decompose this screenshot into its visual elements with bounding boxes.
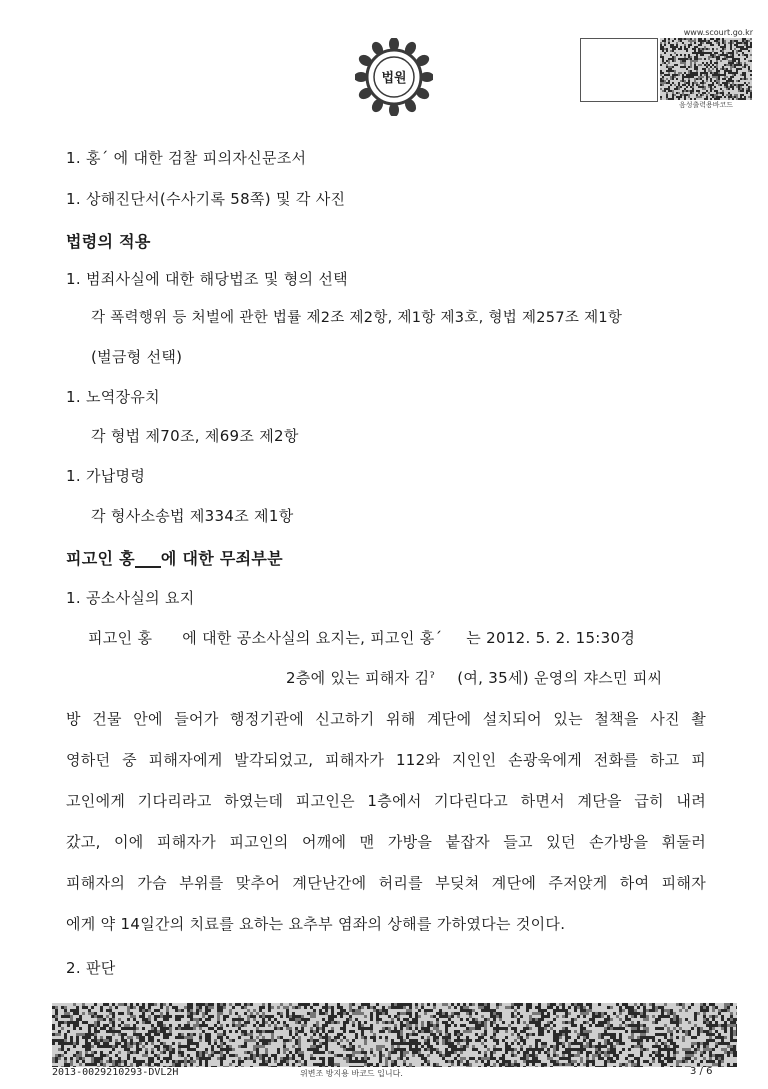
para-line-1-part-b: 에 대한 공소사실의 요지는, 피고인 홍ˊ: [182, 629, 443, 647]
paragraph-line-3: 방 건물 안에 들어가 행정기관에 신고하기 위해 계단에 설치되어 있는 철책을 사진 촬: [66, 710, 706, 728]
paragraph-line-4: 영하던 중 피해자에게 발각되었고, 피해자가 112와 지인인 손광욱에게 전화를 하고 피: [66, 751, 706, 769]
law-item-2-title: 1. 노역장유치: [66, 388, 160, 406]
para-line-2-part-b: (여, 35세) 운영의 쟈스민 피씨: [457, 669, 663, 687]
law-item-1-note: (벌금형 선택): [91, 348, 183, 366]
barcode-frame: [580, 38, 658, 102]
anti-forgery-barcode-icon: [52, 1003, 737, 1067]
paragraph-line-2: [66, 667, 662, 688]
law-item-1-title: 1. 범죄사실에 대한 해당법조 및 형의 선택: [66, 270, 348, 288]
paragraph-line-1: [88, 627, 728, 648]
paragraph-line-6: 갔고, 이에 피해자가 피고인의 어깨에 맨 가방을 붙잡자 들고 있던 손가방을 휘둘러: [66, 833, 706, 851]
law-item-1-detail: 각 폭력행위 등 처벌에 관한 법률 제2조 제2항, 제1항 제3호, 형법 제257조 제1항: [91, 310, 623, 326]
para-line-2-part-a: 2층에 있는 피해자 김ˀ: [286, 669, 436, 687]
redaction-mask: [442, 632, 466, 646]
heading-acquittal-suffix: 에 대한 무죄부분: [160, 549, 283, 568]
paragraph-line-5: 고인에게 기다리라고 하였는데 피고인은 1층에서 기다린다고 하면서 계단을 급히 내려: [66, 792, 706, 810]
barcode-notice: 위변조 방지용 바코드 입니다.: [300, 1069, 403, 1078]
redaction-mask: [66, 672, 286, 686]
seal-label: 법원: [381, 71, 407, 86]
page-number: 3 / 6: [690, 1066, 713, 1077]
barcode-pattern-icon: [660, 38, 752, 100]
section-2-title: 2. 판단: [66, 959, 116, 977]
site-url: www.scourt.go.kr: [683, 28, 753, 37]
evidence-line-2: 1. 상해진단서(수사기록 58쪽) 및 각 사진: [66, 190, 346, 208]
law-item-3-title: 1. 가납명령: [66, 467, 146, 485]
heading-acquittal: [66, 546, 283, 569]
law-item-2-detail: 각 형법 제70조, 제69조 제2항: [91, 427, 299, 445]
section-1-title: 1. 공소사실의 요지: [66, 589, 195, 607]
paragraph-line-8: 에게 약 14일간의 치료를 요하는 요추부 염좌의 상해를 가하였다는 것이다.: [66, 915, 566, 933]
redaction-mask: [152, 632, 182, 646]
law-item-3-detail: 각 형사소송법 제334조 제1항: [91, 507, 294, 525]
heading-acquittal-prefix: 피고인 홍: [66, 549, 135, 568]
redaction-mask: [135, 552, 161, 568]
evidence-line-1: 1. 홍ˊ 에 대한 검찰 피의자신문조서: [66, 149, 307, 167]
barcode-label: 음성출력용바코드: [678, 101, 734, 109]
heading-law-application: 법령의 적용: [66, 232, 151, 251]
case-code: 2013-0029210293-DVL2H: [52, 1067, 179, 1078]
redaction-mask: [435, 672, 457, 686]
paragraph-line-7: 피해자의 가슴 부위를 맞추어 계단난간에 허리를 부딪쳐 계단에 주저앉게 하여 피해자: [66, 874, 706, 892]
para-line-1-part-c: 는 2012. 5. 2. 15:30경: [466, 629, 636, 647]
audio-barcode-block: [580, 28, 755, 109]
court-seal-logo: [355, 38, 433, 116]
para-line-1-part-a: 피고인 홍: [88, 629, 153, 647]
